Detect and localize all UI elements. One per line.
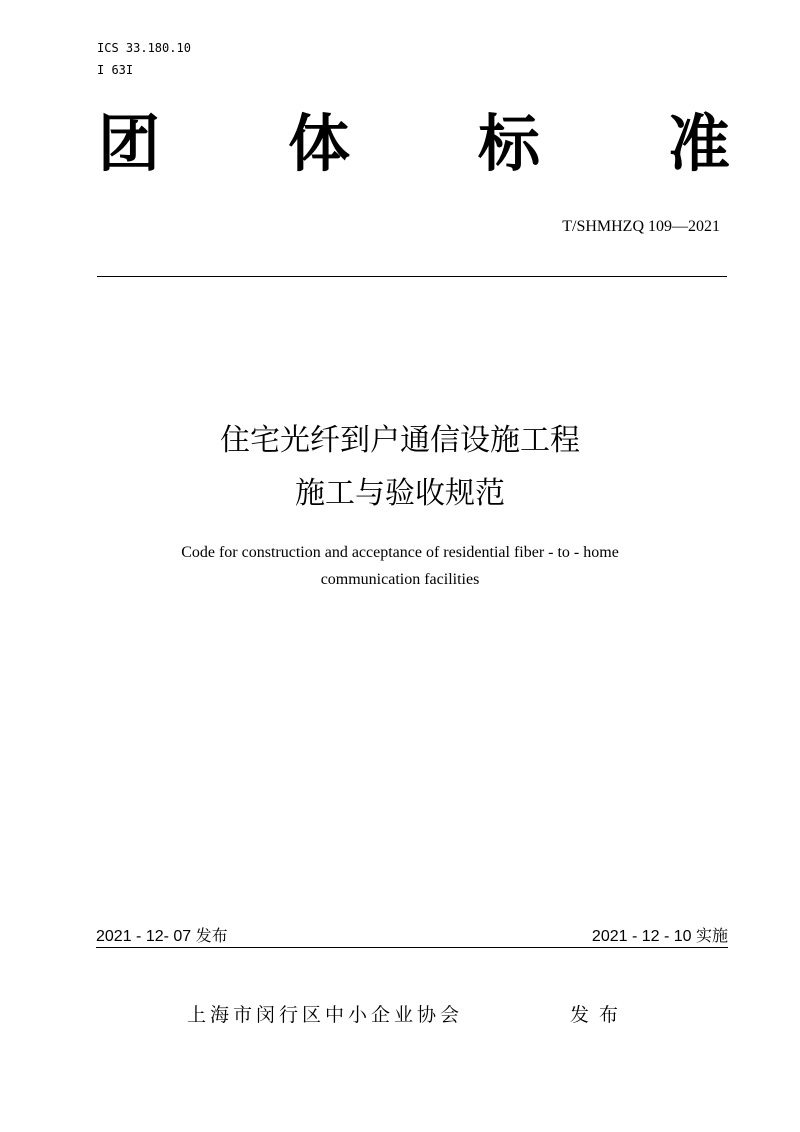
standard-type-char: 团 [98,107,161,180]
ccs-code: I 63I [97,63,134,77]
standard-type-char: 准 [667,107,730,180]
standard-number: T/SHMHZQ 109—2021 [562,218,720,235]
publish-label: 发布 [570,1004,629,1026]
standard-type-char: 体 [287,107,350,180]
standard-type-char: 标 [477,107,540,180]
title-en-line1: Code for construction and acceptance of residential fiber - to - home [181,544,619,561]
implementation-date: 2021 - 12 - 10 实施 [591,928,728,945]
header-divider [97,276,727,277]
date-divider [96,947,728,948]
title-zh-line2: 施工与验收规范 [295,476,505,511]
title-en-line2: communication facilities [320,571,480,588]
standard-type-heading [98,108,730,180]
ics-code: ICS 33.180.10 [97,41,191,55]
issue-date: 2021 - 12- 07 发布 [96,928,228,945]
publisher-name: 上海市闵行区中小企业协会 [187,1004,464,1026]
title-zh-line1: 住宅光纤到户通信设施工程 [220,423,580,458]
